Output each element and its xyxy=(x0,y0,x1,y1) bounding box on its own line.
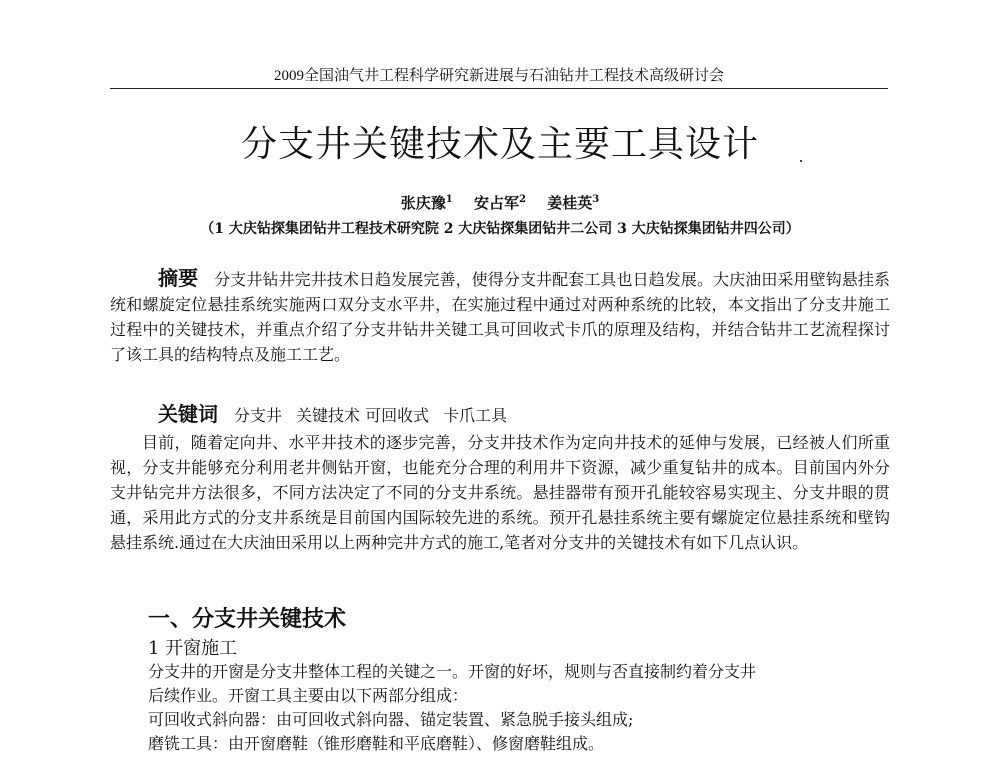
keywords-label: 关键词 xyxy=(158,402,218,426)
author: 安占军$^2$ xyxy=(474,194,526,212)
author: 姜桂英$^3$ xyxy=(547,194,600,212)
author-list xyxy=(0,192,1000,213)
keyword: 分支井 xyxy=(234,406,283,425)
paper-title: 分支井关键技术及主要工具设计 xyxy=(240,124,759,165)
body-line: 分支井的开窗是分支井整体工程的关键之一。开窗的好坏，规则与否直接制约着分支井 xyxy=(148,662,757,681)
body-line: 后续作业。开窗工具主要由以下两部分组成： xyxy=(148,686,469,705)
intro-paragraph: 目前，随着定向井、水平井技术的逐步完善，分支井技术作为定向井技术的延伸与发展，已经被人们所重视，分支井能够充分利用老井侧钻开窗，也能充分合理的利用井下资源，减少重复钻井的成本。目前国内外分支井钻完井方法很多，不同方法决定了不同的分支井系统。悬挂器带有预开孔能较容易实现主、分支井眼的贯通，采用此方式的分支井系统是目前国内国际较先进的系统。预开孔悬挂系统主要有螺旋定位悬挂系统和壁钩悬挂系统.通过在大庆油田采用以上两种完井方式的施工,笔者对分支井的关键技术有如下几点认识。 xyxy=(110,433,890,552)
header-rule xyxy=(110,88,888,89)
author: 张庆豫$^1$ xyxy=(400,194,453,212)
conference-title: 2009全国油气井工程科学研究新进展与石油钻井工程技术高级研讨会 xyxy=(270,68,728,84)
affiliations: （1 大庆钻探集团钻井工程技术研究院 2 大庆钻探集团钻井二公司 3 大庆钻探集团钻井四公司） xyxy=(200,221,800,237)
body-line: 磨铣工具：由开窗磨鞋（锥形磨鞋和平底磨鞋）、修窗磨鞋组成。 xyxy=(148,734,605,753)
keyword: 卡爪工具 xyxy=(443,406,508,425)
scan-speck xyxy=(800,160,802,162)
conference-header xyxy=(110,62,888,94)
keyword: 关键技术 可回收式 xyxy=(296,406,430,425)
body-line: 可回收式斜向器：由可回收式斜向器、锚定装置、紧急脱手接头组成; xyxy=(148,710,634,729)
subsection-heading: 1 开窗施工 xyxy=(148,638,238,659)
section-heading: 一、分支井关键技术 xyxy=(148,607,347,632)
keywords xyxy=(110,402,890,428)
abstract-label: 摘要 xyxy=(158,266,199,290)
abstract-text: 分支井钻井完井技术日趋发展完善，使得分支井配套工具也日趋发展。大庆油田采用壁钩悬挂系统和螺旋定位悬挂系统实施两口双分支水平井，在实施过程中通过对两种系统的比较，本文指出了分支井施工过程中的关键技术，并重点介绍了分支井钻井关键工具可回收式卡爪的原理及结构，并结合钻井工艺流程探讨了该工具的结构特点及施工工艺。 xyxy=(110,270,890,364)
abstract xyxy=(110,266,890,367)
